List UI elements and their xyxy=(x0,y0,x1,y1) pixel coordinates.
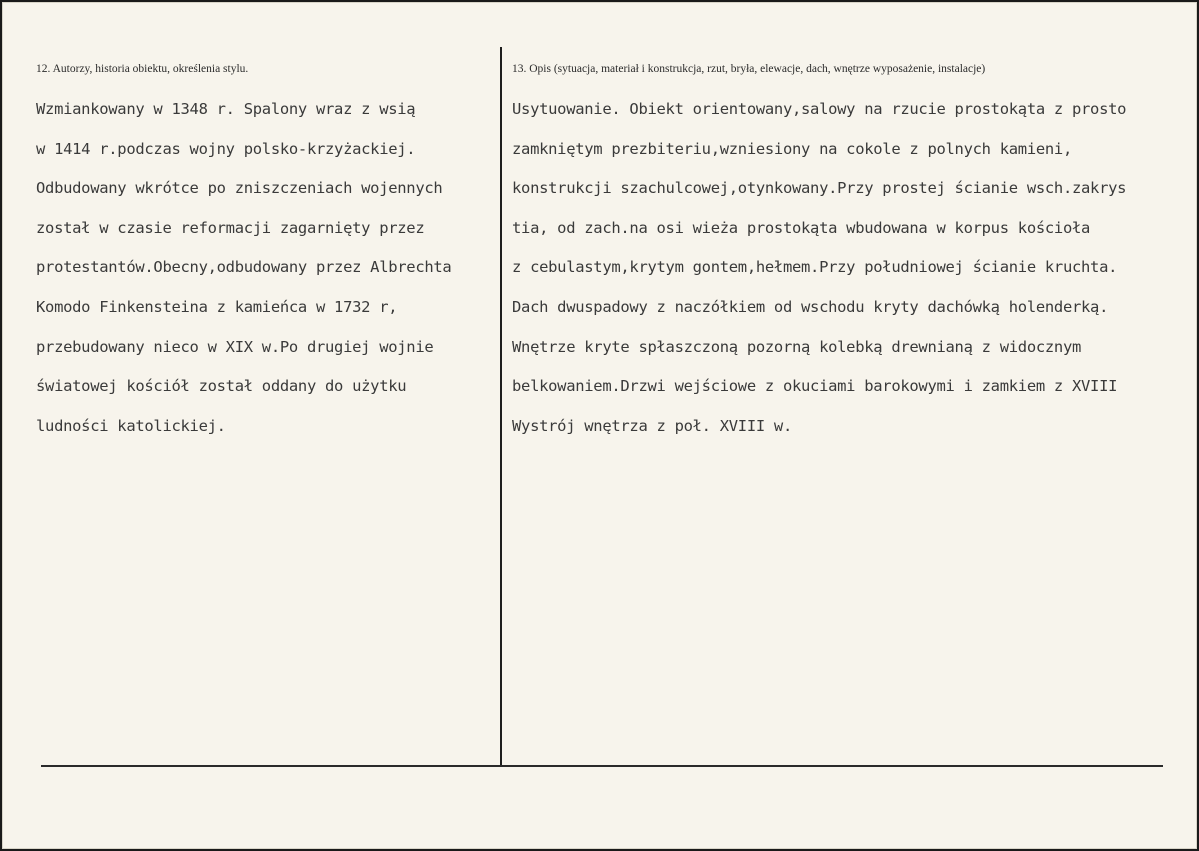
section-13-text xyxy=(512,98,1126,454)
section-13 xyxy=(512,3,1198,763)
text-line: tia, od zach.na osi wieża prostokąta wbudowana w korpus kościoła xyxy=(512,218,1091,237)
text-line: ludności katolickiej. xyxy=(36,416,226,435)
bottom-rule xyxy=(41,765,1163,767)
text-line: z cebulastym,krytym gontem,hełmem.Przy południowej ścianie kruchta. xyxy=(512,258,1118,277)
record-card xyxy=(2,2,1197,849)
text-line: Usytuowanie. Obiekt orientowany,salowy na rzucie prostokąta z prosto xyxy=(512,100,1127,118)
text-line: przebudowany nieco w XIX w.Po drugiej wojnie xyxy=(36,337,434,356)
text-line: w 1414 r.podczas wojny polsko-krzyżackiej. xyxy=(36,139,416,158)
text-line: zamkniętym prezbiteriu,wzniesiony na cokole z polnych kamieni, xyxy=(512,139,1072,158)
section-12-heading: 12. Autorzy, historia obiektu, określenia stylu. xyxy=(36,63,249,75)
text-line: protestantów.Obecny,odbudowany przez Albrechta xyxy=(36,258,452,277)
section-12 xyxy=(36,3,496,763)
text-line: Komodo Finkensteina z kamieńca w 1732 r, xyxy=(36,297,398,316)
text-line: Wzmiankowany w 1348 r. Spalony wraz z wsią xyxy=(36,100,416,118)
text-line: Odbudowany wkrótce po zniszczeniach wojennych xyxy=(36,179,443,198)
section-12-text xyxy=(36,98,451,454)
text-line: został w czasie reformacji zagarnięty przez xyxy=(36,218,425,237)
text-line: Wnętrze kryte spłaszczoną pozorną kolebką drewnianą z widocznym xyxy=(512,337,1082,356)
text-line: Dach dwuspadowy z naczółkiem od wschodu kryty dachówką holenderką. xyxy=(512,297,1109,316)
section-13-heading: 13. Opis (sytuacja, materiał i konstrukcja, rzut, bryła, elewacje, dach, wnętrze wyposażenie, instalacje) xyxy=(512,63,986,75)
text-line: Wystrój wnętrza z poł. XVIII w. xyxy=(512,416,792,435)
text-line: konstrukcji szachulcowej,otynkowany.Przy prostej ścianie wsch.zakrys xyxy=(512,179,1127,198)
text-line: światowej kościół został oddany do użytku xyxy=(36,377,407,396)
column-divider xyxy=(500,47,502,767)
text-line: belkowaniem.Drzwi wejściowe z okuciami barokowymi i zamkiem z XVIII xyxy=(512,377,1118,396)
